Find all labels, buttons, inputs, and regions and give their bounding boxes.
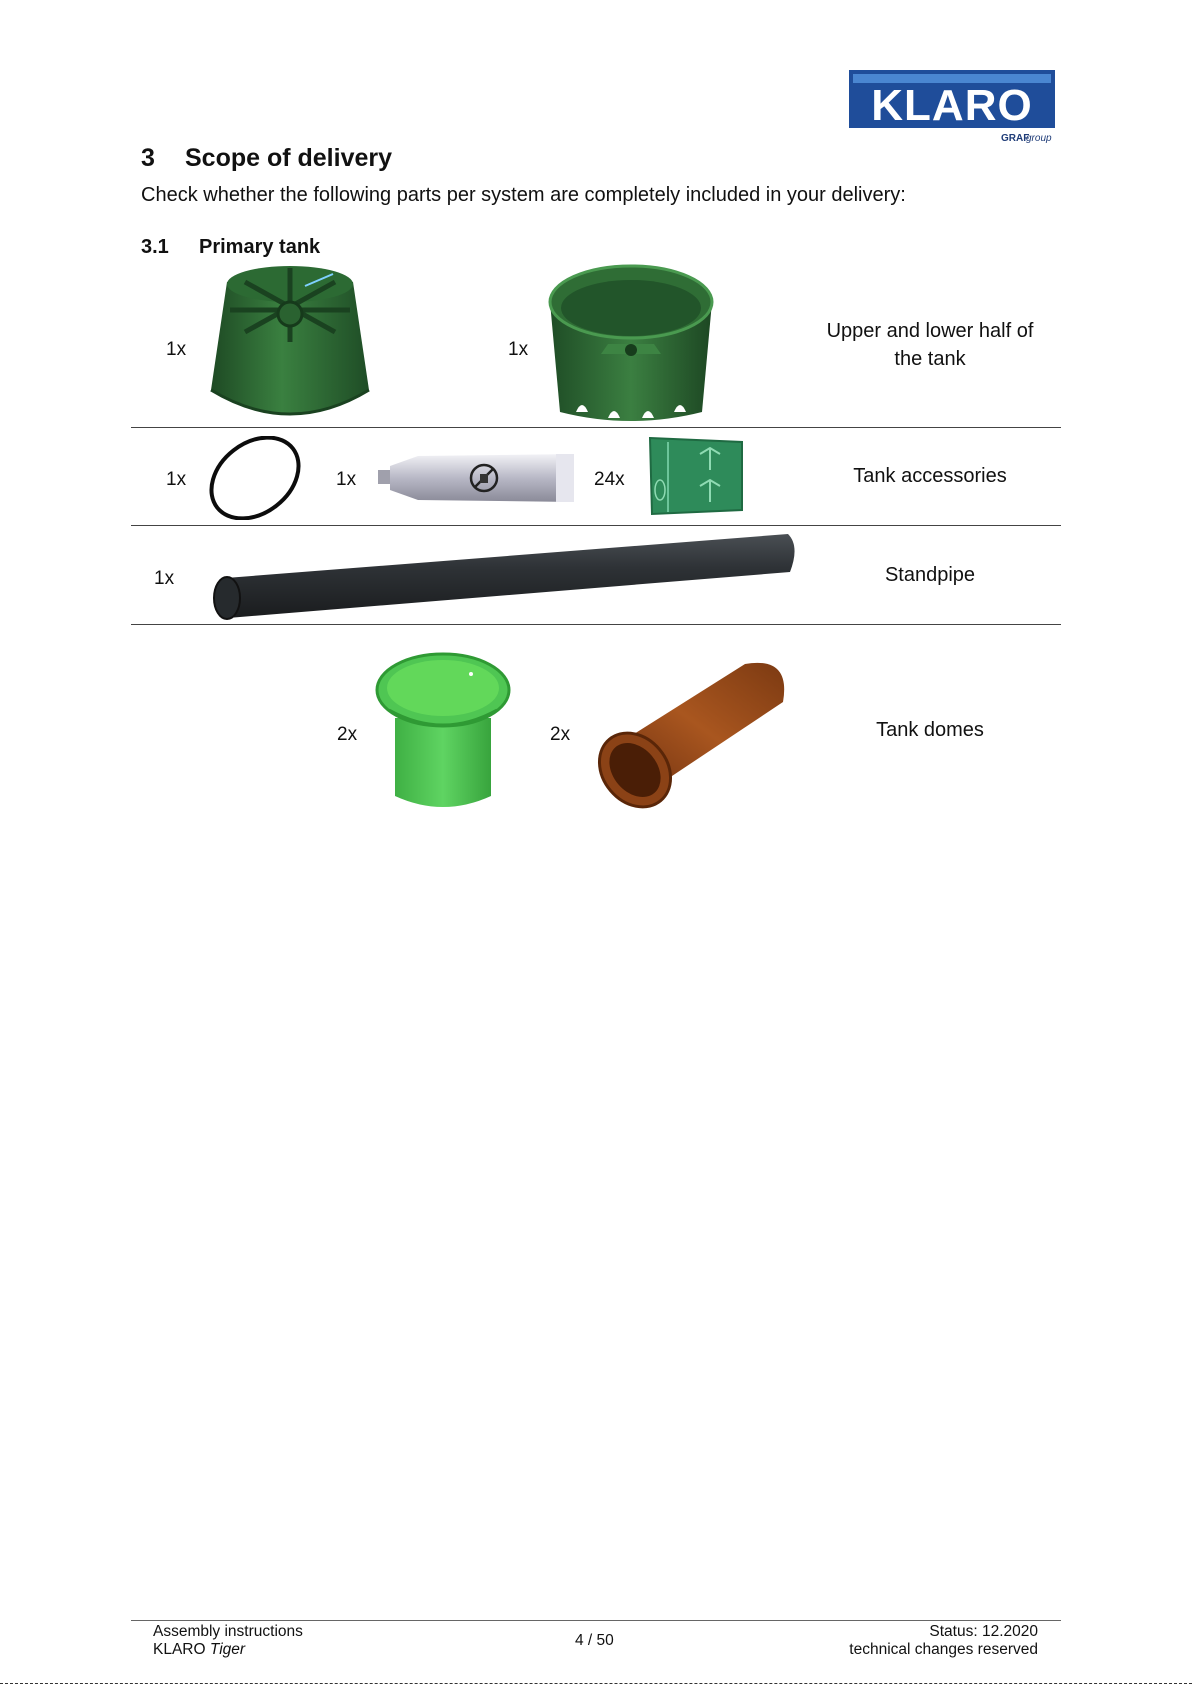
clamp-plate-image — [648, 436, 744, 516]
row-description-tank-halves — [800, 317, 1060, 373]
row-divider — [131, 525, 1061, 526]
section-number: 3 — [141, 144, 155, 172]
row-description-standpipe — [800, 561, 1060, 589]
standpipe-image — [210, 530, 800, 620]
tank-upper-half-image — [205, 262, 375, 430]
footer-page-number: 4 / 50 — [575, 1632, 614, 1649]
footer-product-model: Tiger — [209, 1641, 246, 1658]
qty-dome-extension-pipe: 2x — [550, 724, 571, 745]
tank-lower-half-image — [546, 262, 716, 430]
row-divider — [131, 427, 1061, 428]
logo-brand-text: KLARO — [871, 81, 1033, 130]
description-line: Tank accessories — [853, 465, 1007, 487]
subsection-heading — [141, 236, 320, 259]
qty-lubricant-tube: 1x — [336, 469, 357, 490]
footer-divider — [131, 1620, 1061, 1621]
klaro-logo-graphic — [849, 70, 1055, 144]
qty-tank-lower-half: 1x — [508, 339, 529, 360]
row-description-domes — [800, 716, 1060, 744]
page-bottom-edge — [0, 1683, 1192, 1684]
seal-ring-image — [205, 436, 305, 520]
description-line: Tank domes — [876, 719, 984, 741]
subsection-number: 3.1 — [141, 236, 169, 258]
logo-tagline-italic: group — [1026, 133, 1052, 144]
description-line: Standpipe — [884, 564, 976, 586]
row-description-accessories — [800, 462, 1060, 490]
row-divider — [131, 624, 1061, 625]
description-line: the tank — [894, 348, 966, 370]
footer-product-brand: KLARO — [153, 1641, 206, 1658]
footer-notice: technical changes reserved — [849, 1641, 1038, 1658]
footer-status: Status: 12.2020 — [929, 1623, 1038, 1640]
dome-extension-pipe-image — [595, 650, 795, 810]
logo-tagline-strong: GRAF — [1001, 133, 1030, 144]
section-title: Scope of delivery — [185, 144, 393, 172]
footer-doc-type: Assembly instructions — [153, 1623, 303, 1640]
section-heading — [141, 144, 392, 173]
qty-seal-ring: 1x — [166, 469, 187, 490]
lubricant-tube-image — [378, 450, 574, 506]
qty-clamp-plate: 24x — [594, 469, 625, 490]
footer-product — [153, 1641, 245, 1659]
description-line: Upper and lower half of — [826, 320, 1034, 342]
intro-paragraph: Check whether the following parts per system are completely included in your delivery: — [141, 184, 906, 206]
qty-tank-dome: 2x — [337, 724, 358, 745]
qty-tank-upper-half: 1x — [166, 339, 187, 360]
subsection-title: Primary tank — [199, 236, 321, 258]
tank-dome-image — [375, 648, 511, 816]
klaro-logo — [849, 70, 1055, 144]
qty-standpipe: 1x — [154, 568, 175, 589]
